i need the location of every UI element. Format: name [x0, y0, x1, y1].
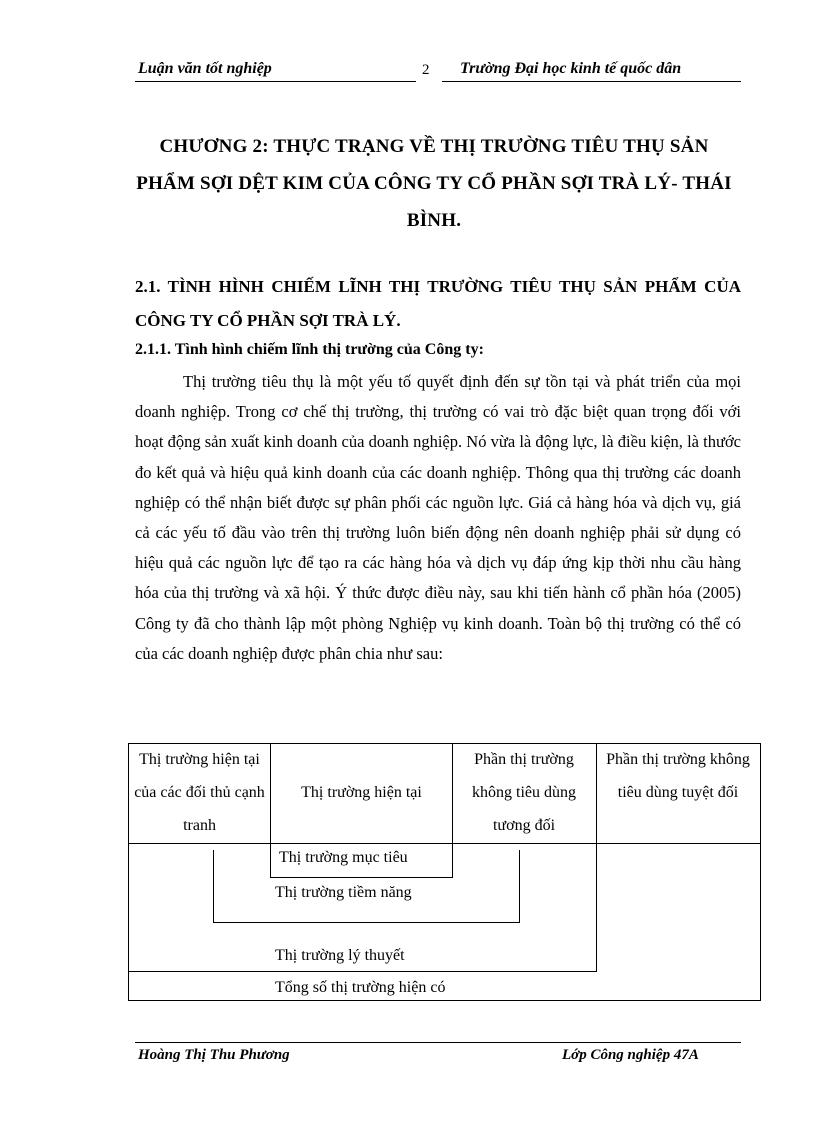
target-box-left [270, 844, 271, 878]
target-box-right [452, 844, 453, 878]
header-relative-nonconsumption: Phần thị trường không tiêu dùng tương đối [472, 751, 576, 834]
target-market-label: Thị trường mục tiêu [279, 849, 408, 866]
subsection-title: 2.1.1. Tình hình chiếm lĩnh thị trường của Công ty: [135, 341, 484, 358]
potential-bracket-left [213, 850, 214, 923]
footer-rule [135, 1042, 741, 1043]
header-rule-left [135, 81, 416, 82]
header-competitor-market: Thị trường hiện tại của các đối thủ cạnh tranh [134, 751, 265, 834]
footer-author: Hoàng Thị Thu Phương [138, 1047, 290, 1063]
header-right-title: Trường Đại học kinh tế quốc dân [460, 60, 682, 77]
theoretical-market-label: Thị trường lý thuyết [275, 947, 405, 964]
diagram-right-border [760, 743, 761, 1001]
page-number: 2 [422, 62, 430, 78]
potential-bracket-right [519, 850, 520, 923]
footer-class: Lớp Công nghiệp 47A [562, 1047, 699, 1063]
section-title: 2.1. TÌNH HÌNH CHIẾM LĨNH THỊ TRƯỜNG TIÊU THỤ SẢN PHẨM CỦA CÔNG TY CỔ PHẦN SỢI TRÀ LÝ. [135, 277, 741, 330]
header-row-divider [128, 843, 761, 844]
col-divider-3 [596, 743, 597, 971]
body-paragraph-text: Thị trường tiêu thụ là một yếu tố quyết định đến sự tồn tại và phát triển của mọi doanh nghiệp. Trong cơ chế thị trường, thị trường có vai trò đặc biệt quan trọng đối với hoạt động sản xuất kinh doanh của doanh nghiệp. Nó vừa là động lực, là điều kiện, là thước đo kết quả và hiệu quả kinh doanh của các doanh nghiệp. Thông qua thị trường các doanh nghiệp có thể nhận biết được sự phân phối các nguồn lực. Giá cả hàng hóa và dịch vụ, giá cả các yếu tố đầu vào trên thị trường luôn biến động nên doanh nghiệp phải sử dụng có hiệu quả các nguồn lực để tạo ra các hàng hóa và dịch vụ đáp ứng kịp thời nhu cầu hàng hóa của thị trường và xã hội. Ý thức được điều này, sau khi tiến hành cổ phần hóa (2005) Công ty đã cho thành lập một phòng Nghiệp vụ kinh doanh. Toàn bộ thị trường có thể có của các doanh nghiệp được phân chia như sau: [135, 372, 741, 663]
market-diagram [128, 743, 761, 1001]
header-absolute-nonconsumption: Phần thị trường không tiêu dùng tuyệt đối [606, 751, 750, 801]
body-paragraph [135, 367, 741, 669]
potential-market-label: Thị trường tiềm năng [275, 884, 412, 901]
potential-bracket-bottom [213, 922, 520, 923]
header-current-market: Thị trường hiện tại [301, 784, 422, 801]
chapter-title: CHƯƠNG 2: THỰC TRẠNG VỀ THỊ TRƯỜNG TIÊU THỤ SẢN PHẨM SỢI DỆT KIM CỦA CÔNG TY CỔ PHẦN SỢI TRÀ LÝ- THÁI BÌNH. [136, 136, 732, 231]
target-box-bottom [270, 877, 453, 878]
header-rule-right [442, 81, 741, 82]
total-market-label: Tổng số thị trường hiện có [275, 979, 446, 996]
theoretical-market-bottom [128, 971, 597, 972]
col-divider-2 [452, 743, 453, 844]
diagram-bottom-border [128, 1000, 761, 1001]
header-left-title: Luận văn tốt nghiệp [138, 60, 272, 77]
